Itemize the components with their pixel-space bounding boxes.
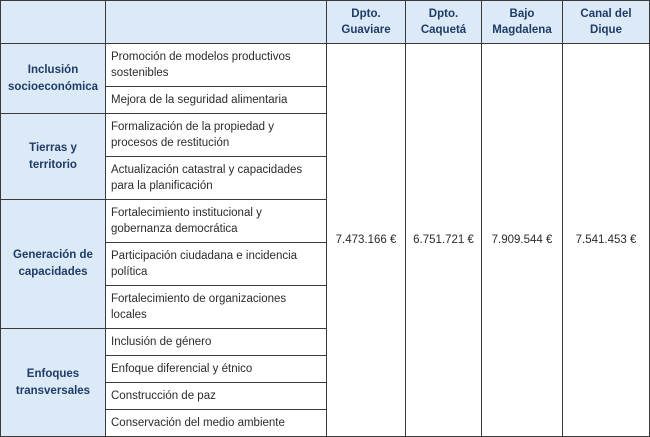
header-subcorner-cell	[106, 1, 327, 44]
subcategory-cell: Fortalecimiento institucional y gobernanza democrática	[106, 200, 327, 243]
category-enfoques-transversales: Enfoques transversales	[1, 329, 106, 437]
value-canal-del-dique: 7.541.453 €	[563, 44, 650, 437]
subcategory-cell: Participación ciudadana e incidencia política	[106, 243, 327, 286]
header-col-caqueta: Dpto. Caquetá	[406, 1, 482, 44]
subcategory-cell: Inclusión de género	[106, 329, 327, 356]
subcategory-cell: Formalización de la propiedad y procesos de restitución	[106, 114, 327, 157]
value-caqueta: 6.751.721 €	[406, 44, 482, 437]
category-generacion-de-capacidades: Generación de capacidades	[1, 200, 106, 329]
subcategory-cell: Actualización catastral y capacidades para la planificación	[106, 157, 327, 200]
subcategory-cell: Enfoque diferencial y étnico	[106, 356, 327, 383]
header-col-canal-del-dique: Canal del Dique	[563, 1, 650, 44]
value-bajo-magdalena: 7.909.544 €	[482, 44, 563, 437]
subcategory-cell: Mejora de la seguridad alimentaria	[106, 87, 327, 114]
value-guaviare: 7.473.166 €	[327, 44, 406, 437]
header-corner-cell	[1, 1, 106, 44]
subcategory-cell: Promoción de modelos productivos sostenibles	[106, 44, 327, 87]
subcategory-cell: Fortalecimiento de organizaciones locales	[106, 286, 327, 329]
subcategory-cell: Conservación del medio ambiente	[106, 410, 327, 437]
subcategory-cell: Construcción de paz	[106, 383, 327, 410]
header-col-bajo-magdalena: Bajo Magdalena	[482, 1, 563, 44]
header-col-guaviare: Dpto. Guaviare	[327, 1, 406, 44]
category-inclusion-socioeconomica: Inclusión socioeconómica	[1, 44, 106, 114]
category-tierras-y-territorio: Tierras y territorio	[1, 114, 106, 200]
header-row	[1, 1, 650, 44]
table-row	[1, 44, 650, 87]
